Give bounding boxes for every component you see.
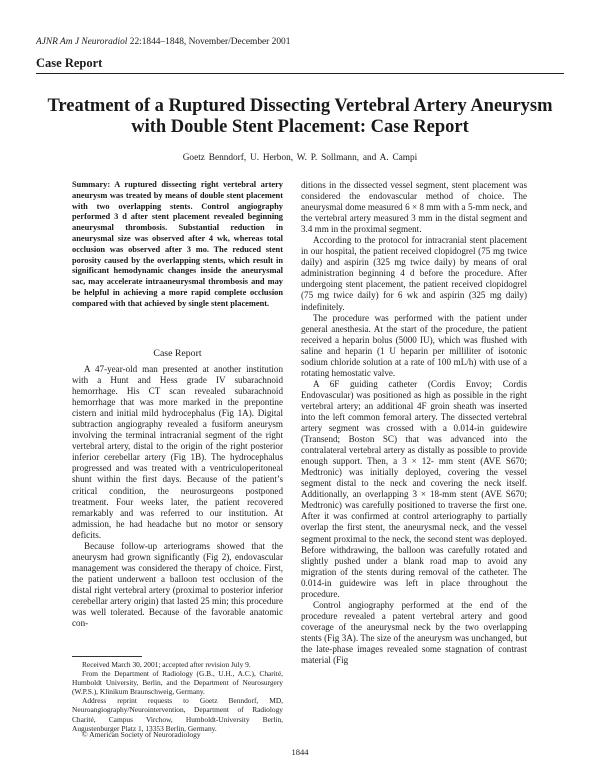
header-rule [36, 73, 564, 74]
citation-details: 22:1844–1848, November/December 2001 [129, 37, 291, 47]
right-column-body [301, 180, 527, 666]
body-paragraph: A 47-year-old man presented at another institution with a Hunt and Hess grade IV subarachnoid hemorrhage. His CT scan revealed subarachnoid hemorrhage that was more marked in the prepontine cistern and initial mild hydrocephalus (Fig 1A). Digital subtraction angiography revealed a fusiform aneurysm involving the terminal intracranial segment of the right vertebral artery, distal to the origin of the right posterior inferior cerebellar artery (Fig 1B). The hydrocephalus progressed and was treated with a ventriculoperitoneal shunt within the first days. Because of the patient’s critical condition, the neurosurgeons postponed treatment. Four weeks later, the patient recovered remarkably and was referred to our institution. At admission, he had headache but no motor or sensory deficits. [72, 364, 283, 540]
footnote-received: Received March 30, 2001; accepted after revision July 9. [82, 660, 251, 669]
summary-label: Summary: [72, 180, 111, 189]
body-paragraph: ditions in the dissected vessel segment, stent placement was considered the endovascular method of choice. The aneurysmal dome measured 6 × 8 mm with a 5-mm neck, and the vertebral artery measured 3 mm in the distal segment and 3.4 mm in the proximal segment. [301, 180, 527, 235]
body-paragraph: The procedure was performed with the patient under general anesthesia. At the start of the procedure, the patient received a heparin bolus (5000 IU), which was flushed with saline and heparin (1 U heparin per milliliter of isotonic sodium chloride solution at a rate of 100 mL/h) with use of a rotating hemostatic valve. [301, 312, 527, 378]
body-paragraph: A 6F guiding catheter (Cordis Envoy; Cordis Endovascular) was positioned as high as possible in the right vertebral artery; an additional 4F groin sheath was inserted into the left common femoral artery. The dissected vertebral artery segment was crossed with a 0.014-in guidewire (Transend; Boston SC) that was advanced into the contralateral vertebral artery as distally as possible to provide enough support. Then, a 3 × 12- mm stent (AVE S670; Medtronic) was initially deployed, covering the vessel segment distal to the neck and covering the neck itself. Additionally, an overlapping 3 × 18-mm stent (AVE S670; Medtronic) was carefully positioned to traverse the first one. After it was confirmed at control arteriography to partially overlap the first stent, the aneurysmal neck, and the vessel segment proximal to the neck, the second stent was deployed. Before withdrawing, the balloon was carefully rotated and slightly pushed under a blank road map to avoid any migration of the stents during removal of the catheter. The 0.014-in guidewire was left in place throughout the procedure. [301, 378, 527, 599]
copyright-notice: © American Society of Neuroradiology [82, 730, 201, 739]
author-list: Goetz Benndorf, U. Herbon, W. P. Sollmann, and A. Campi [182, 153, 418, 163]
case-report-heading: Case Report [153, 348, 202, 359]
article-title: Treatment of a Ruptured Dissecting Vertebral Artery Aneurysm with Double Stent Placement: Case Report [47, 96, 553, 137]
footnotes [72, 660, 283, 733]
body-paragraph: According to the protocol for intracranial stent placement in our hospital, the patient received clopidogrel (75 mg twice daily) and aspirin (325 mg twice daily) by means of oral administration beginning 4 d before the procedure. After undergoing stent placement, the patient received clopidogrel (75 mg twice daily) for 6 wk and aspirin (325 mg daily) indefinitely. [301, 235, 527, 312]
journal-citation [36, 37, 290, 47]
page-number: 1844 [291, 747, 309, 757]
summary-abstract [72, 180, 283, 310]
left-column-body [72, 364, 283, 629]
section-header: Case Report [36, 56, 103, 70]
body-paragraph: Control angiography performed at the end of the procedure revealed a patent vertebral artery and good coverage of the aneurysmal neck by the two overlapping stents (Fig 3A). The size of the aneurysm was unchanged, but the late-phase images revealed some stagnation of contrast material (Fig [301, 599, 527, 666]
body-paragraph: Because follow-up arteriograms showed that the aneurysm had grown significantly (Fig 2), endovascular management was considered the therapy of choice. First, the patient underwent a balloon test occlusion of the distal right vertebral artery (proximal to posterior inferior cerebellar artery origin) that lasted 25 min; this procedure was well tolerated. Because of the favorable anatomic con- [72, 540, 283, 629]
journal-name: AJNR Am J Neuroradiol [36, 37, 128, 47]
footnote-affiliation: From the Department of Radiology (G.B., U.H., A.C.), Charité, Humboldt University, Berlin, and the Department of Neurosurgery (W.P.S.), Klinikum Braunschweig, Germany. [72, 669, 283, 697]
summary-text: A ruptured dissecting right vertebral artery aneurysm was treated by means of double stent placement with two overlapping stents. Control angiography performed 3 d after stent placement revealed beginning aneurysmal thrombosis. Substantial reduction in aneurysmal size was observed after 4 wk, whereas total occlusion was observed after 3 mo. The reduced stent porosity caused by the overlapping stents, which result in significant hemodynamic changes inside the aneurysmal sac, may accelerate intraaneurysmal thrombosis and may be helpful in achieving a more rapid complete occlusion compared with that achieved by single stent placement. [72, 180, 283, 308]
footnote-reprints: Address reprint requests to Goetz Benndorf, MD, Neuroangiography/Neurointervention, Department of Radiology Charité, Campus Virchow, Humboldt-University Berlin, Augustenburger Platz 1, 13353 Berlin, Germany. [72, 696, 283, 733]
footnote-rule [72, 656, 142, 657]
